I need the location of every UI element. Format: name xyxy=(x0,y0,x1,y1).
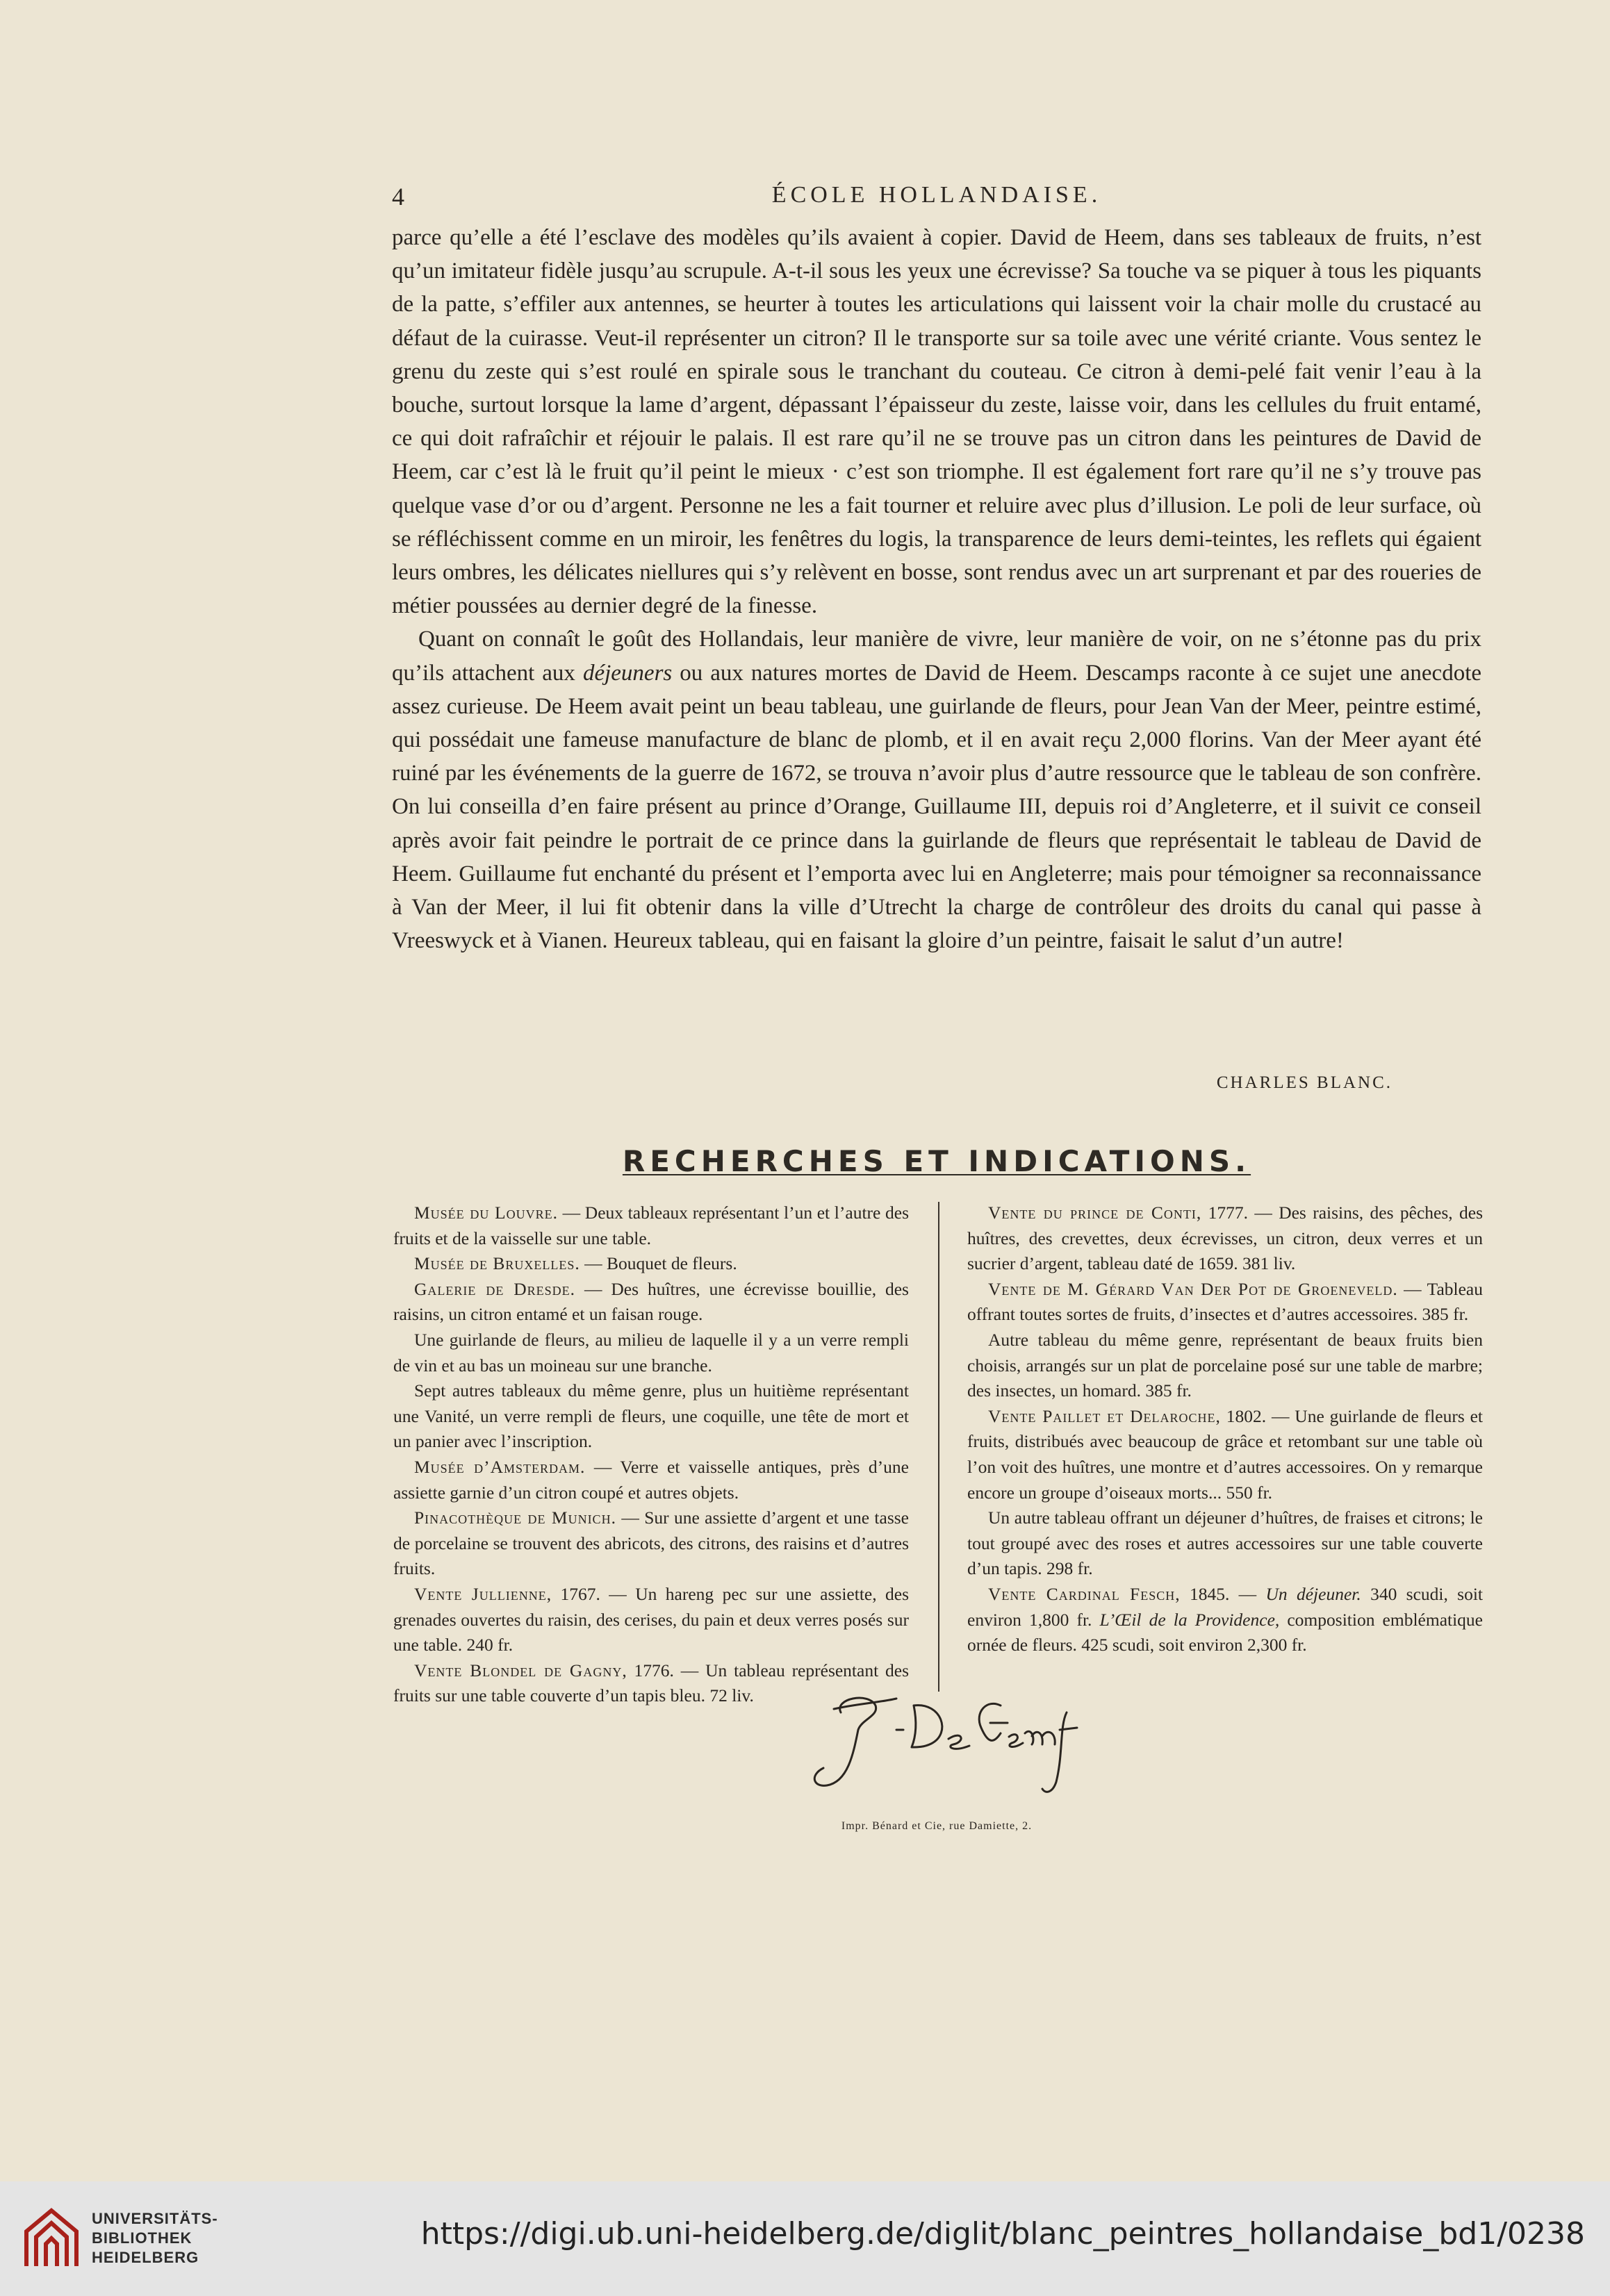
list-item xyxy=(393,1277,909,1328)
entry-text: Une guirlande de fleurs, au milieu de laquelle il y a un verre rempli de vin et au bas un moineau sur une branche. xyxy=(393,1329,909,1376)
list-item xyxy=(393,1378,909,1455)
entry-italic: Un déjeuner. xyxy=(1265,1583,1361,1604)
artist-signature xyxy=(792,1664,1098,1810)
list-item xyxy=(393,1455,909,1505)
list-item xyxy=(393,1251,909,1277)
entry-head: Vente Jullienne, xyxy=(414,1583,552,1604)
entry-head: Vente Paillet et Delaroche, xyxy=(988,1405,1221,1426)
list-item xyxy=(967,1200,1483,1277)
right-column xyxy=(967,1200,1483,1658)
author-signoff: CHARLES BLANC. xyxy=(1216,1073,1393,1092)
entry-head: Vente du prince de Conti, xyxy=(988,1203,1202,1223)
list-item xyxy=(393,1328,909,1378)
entry-italic: L’Œil de la Providence, xyxy=(1099,1609,1280,1630)
entry-text: 1777. — Des raisins, des pêches, des huîtres, des crevettes, deux écrevisses, un citron, deux verres et un sucrier d’argent, tableau daté de 1659. 381 liv. xyxy=(967,1203,1483,1274)
printer-imprint: Impr. Bénard et Cie, rue Damiette, 2. xyxy=(841,1820,1033,1832)
entry-text: Un autre tableau offrant un déjeuner d’huîtres, de fraises et citrons; le tout groupé avec des roses et autres accessoires sur une table couverte d’un tapis. 298 fr. xyxy=(967,1508,1483,1579)
left-column xyxy=(393,1200,909,1709)
list-item xyxy=(967,1277,1483,1328)
university-library-logo-icon xyxy=(19,2204,83,2273)
entry-text: 1776. — Un tableau représentant des fruits sur une table couverte d’un tapis bleu. 72 liv. xyxy=(393,1660,909,1706)
list-item xyxy=(967,1328,1483,1404)
entry-head: Musée du Louvre. xyxy=(414,1203,558,1223)
essay-paragraph-2 xyxy=(392,622,1481,957)
entry-head: Musée d’Amsterdam. xyxy=(414,1456,586,1477)
essay-paragraph-1: parce qu’elle a été l’esclave des modèles qu’ils avaient à copier. David de Heem, dans ses tableaux de fruits, n’est qu’un imitateur fidèle jusqu’au scrupule. A-t-il sous les yeux une écrevisse? Sa touche va se piquer à tous les piquants de la patte, s’effiler aux antennes, se heurter à toutes les articulations qui laissent voir la chair molle du crustacé au défaut de la cuirasse. Veut-il représenter un citron? Il le transporte sur sa toile avec une vérité criante. Vous sentez le grenu du zeste qui s’est roulé en spirale sous le tranchant du couteau. Ce citron à demi-pelé fait venir l’eau à la bouche, surtout lorsque la lame d’argent, dépassant l’épaisseur du zeste, laisse voir, dans les cellules du fruit entamé, ce qui doit rafraîchir et réjouir le palais. Il est rare qu’il ne se trouve pas un citron dans les peintures de David de Heem, car c’est là le fruit qu’il peint le mieux · c’est son triomphe. Il est également fort rare qu’il ne s’y trouve pas quelque vase d’or ou d’argent. Personne ne les a fait tourner et reluire avec plus d’illusion. Le poli de leur surface, où se réfléchissent comme en un miroir, les fenêtres du logis, la transparence de leurs demi-teintes, les reflets qui égaient leurs ombres, les délicates niellures qui s’y relèvent en bosse, sont rendus avec un art surprenant et par des roueries de métier poussées au dernier degré de la finesse. xyxy=(392,225,1481,619)
library-footer xyxy=(0,2181,1610,2296)
entry-text: — Verre et vaisselle antiques, près d’une assiette garnie d’un citron coupé et autres objets. xyxy=(393,1456,909,1503)
entry-text: 1767. — Un hareng pec sur une assiette, des grenades ouvertes du raisin, des cerises, du pain et deux verres posés sur une table. 240 fr. xyxy=(393,1583,910,1655)
entry-head: Vente Cardinal Fesch, xyxy=(988,1583,1181,1604)
entry-text: — Bouquet de fleurs. xyxy=(580,1253,737,1274)
institution-line: BIBLIOTHEK xyxy=(92,2229,192,2247)
essay-paragraph-2-part-b: ou aux natures mortes de David de Heem. Descamps raconte à ce sujet une anecdote assez curieuse. De Heem avait peint un beau tableau, une guirlande de fleurs, pour Jean Van der Meer, peintre estimé, qui possédait une fameuse manufacture de blanc de plomb, et il en avait reçu 2,000 florins. Van der Meer ayant été ruiné par les événements de la guerre de 1672, se trouva n’avoir plus d’autre ressource que le tableau de son confrère. On lui conseilla d’en faire présent au prince d’Orange, Guillaume III, depuis roi d’Angleterre, et il suivit ce conseil après avoir fait peindre le portrait de ce prince dans la guirlande de fleurs que représentait le tableau de David de Heem. Guillaume fut enchanté du présent et l’emporta avec lui en Angleterre; mais pour témoigner sa reconnaissance à Van der Meer, il lui fit obtenir dans la ville d’Utrecht la charge de contrôleur des droits du canal qui passe à Vreeswyck et à Vianen. Heureux tableau, qui en faisant la gloire d’un peintre, faisait le salut d’un autre! xyxy=(392,660,1482,954)
entry-head: Vente de M. Gérard Van Der Pot de Groeneveld. xyxy=(988,1278,1398,1299)
page-header xyxy=(392,182,1481,215)
essay-paragraph-2-italic: déjeuners xyxy=(582,660,673,686)
list-item xyxy=(967,1505,1483,1582)
entry-head: Pinacothèque de Munich. xyxy=(414,1508,616,1528)
entry-text: — Tableau offrant toutes sortes de fruits, d’insectes et d’autres accessoires. 385 fr. xyxy=(967,1278,1483,1325)
entry-text: 340 scudi, soit environ 1,800 fr. xyxy=(967,1583,1484,1630)
running-head: ÉCOLE HOLLANDAISE. xyxy=(771,182,1102,208)
entry-head: Galerie de Dresde. xyxy=(414,1278,576,1299)
essay-paragraph-2-part-a: Quant on connaît le goût des Hollandais, leur manière de vivre, leur manière de voir, on ne s’étonne pas du prix qu’ils attachent aux xyxy=(392,627,1481,686)
entry-head: Vente Blondel de Gagny, xyxy=(414,1660,627,1680)
column-divider xyxy=(938,1202,939,1692)
section-title: RECHERCHES ET INDICATIONS. xyxy=(622,1144,1251,1178)
entry-text: — Deux tableaux représentant l’un et l’autre des fruits et de la vaisselle sur une table. xyxy=(393,1203,909,1248)
entry-text: 1845. — xyxy=(1180,1583,1266,1604)
list-item xyxy=(393,1200,909,1251)
list-item xyxy=(393,1582,909,1658)
institution-line: UNIVERSITÄTS- xyxy=(92,2210,218,2227)
list-item xyxy=(967,1582,1483,1658)
list-item xyxy=(967,1404,1483,1505)
entry-text: Autre tableau du même genre, représentant de beaux fruits bien choisis, arrangés sur un plat de porcelaine posé sur une table de marbre; des insectes, un homard. 385 fr. xyxy=(967,1329,1483,1401)
entry-text: — Sur une assiette d’argent et une tasse de porcelaine se trouvent des abricots, des citrons, des raisins et d’autres fruits. xyxy=(393,1508,909,1579)
entry-head: Musée de Bruxelles. xyxy=(414,1253,580,1274)
permalink-url[interactable]: https://digi.ub.uni-heidelberg.de/diglit/blanc_peintres_hollandaise_bd1/0238 xyxy=(420,2216,1585,2252)
entry-text: Sept autres tableaux du même genre, plus un huitième représentant une Vanité, un verre rempli de fleurs, une coquille, une tête de mort et un panier avec l’inscription. xyxy=(393,1380,909,1452)
page-number: 4 xyxy=(392,183,404,210)
list-item xyxy=(393,1505,909,1582)
institution-line: HEIDELBERG xyxy=(92,2249,199,2266)
institution-name xyxy=(92,2209,218,2268)
entry-text: — Des huîtres, une écrevisse bouillie, des raisins, un citron entamé et un faisan rouge. xyxy=(393,1278,909,1325)
essay-text xyxy=(392,221,1481,957)
entry-text: composition emblématique ornée de fleurs. 425 scudi, soit environ 2,300 fr. xyxy=(967,1609,1483,1655)
entry-text: 1802. — Une guirlande de fleurs et fruits, distribués avec beaucoup de grâce et retombant sur une table où l’on voit des huîtres, une montre et d’autres accessoires. On y remarque encore un groupe d’oiseaux morts... 550 fr. xyxy=(967,1405,1483,1503)
